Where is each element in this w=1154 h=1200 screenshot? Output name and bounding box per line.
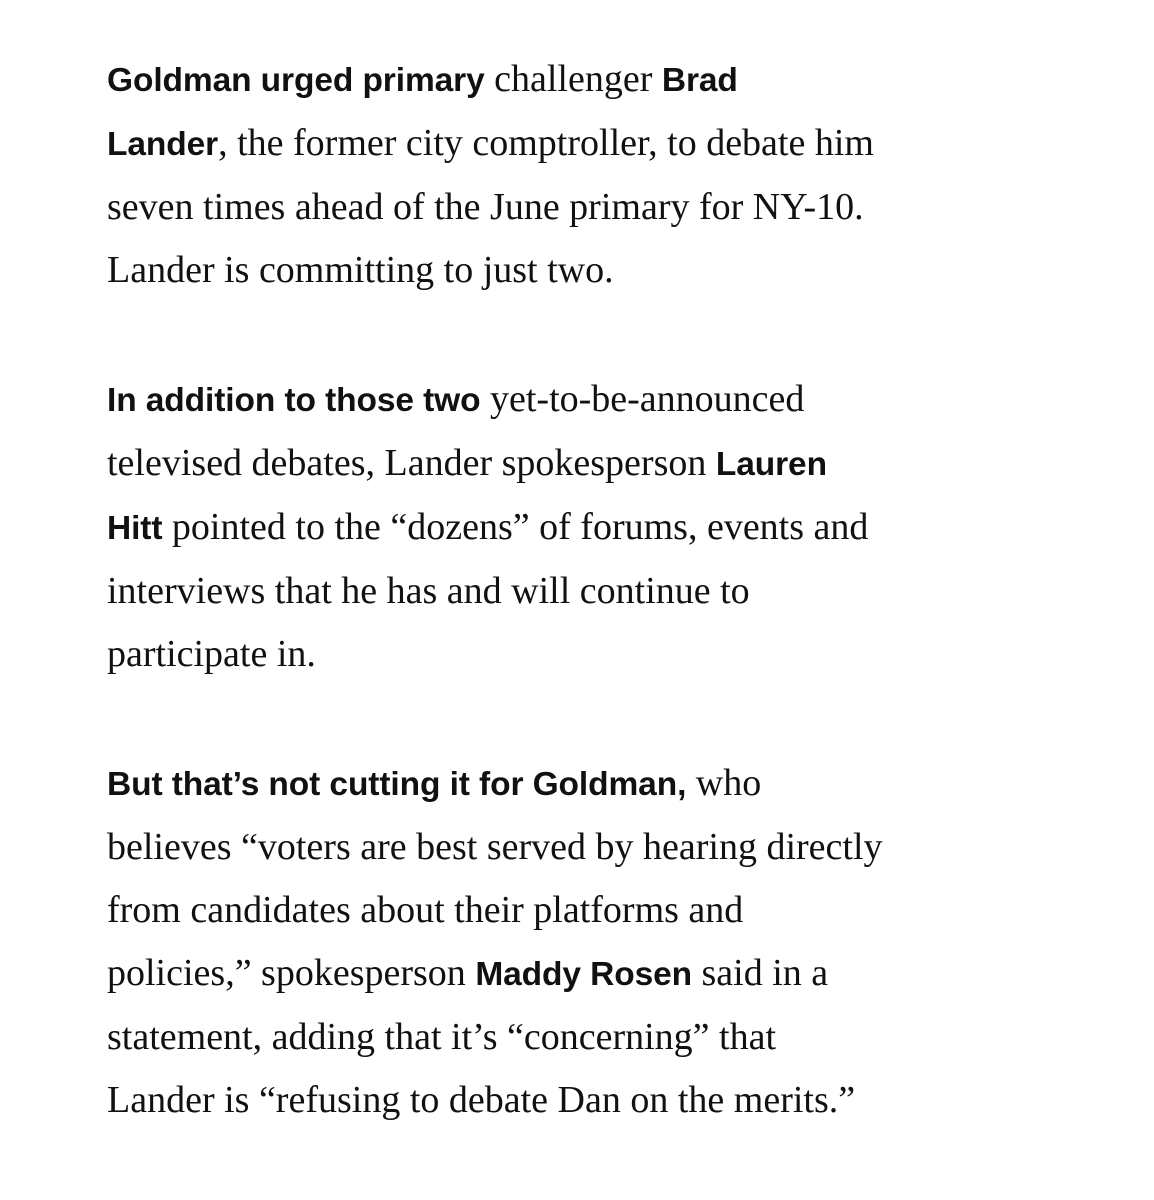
bold-name-brad: Brad: [661, 62, 738, 99]
bold-name-hitt: Hitt: [107, 510, 163, 547]
bold-name-maddy-rosen: Maddy Rosen: [475, 956, 692, 993]
bold-name-lauren: Lauren: [715, 446, 827, 483]
text-segment: said in a statement, adding that it’s “concerning” that Lander is “refusing to debate Dan on the merits.”: [107, 952, 856, 1121]
text-segment: , the former city comptroller, to debate him seven times ahead of the June primary for NY-10. Lander is committing to just two.: [107, 122, 874, 291]
article-body: [107, 48, 1117, 1132]
paragraph-lander-response: [107, 368, 1117, 686]
bold-name-lander: Lander: [107, 126, 219, 163]
bold-lead-in-addition: In addition to those two: [107, 382, 481, 419]
paragraph-goldman-statement: [107, 752, 1117, 1132]
text-segment: yet-to-be-announced televised debates, Lander spokesperson: [107, 378, 805, 484]
paragraph-debate-request: [107, 48, 1117, 302]
bold-lead-not-cutting-it: But that’s not cutting it for Goldman,: [107, 766, 687, 803]
text-segment: challenger: [484, 58, 662, 100]
bold-lead-goldman-urged: Goldman urged primary: [107, 62, 485, 99]
text-segment: pointed to the “dozens” of forums, events and interviews that he has and will continue to participate in.: [107, 506, 869, 675]
text-segment: who believes “voters are best served by hearing directly from candidates about their platforms and policies,” spokesperson: [107, 762, 883, 994]
